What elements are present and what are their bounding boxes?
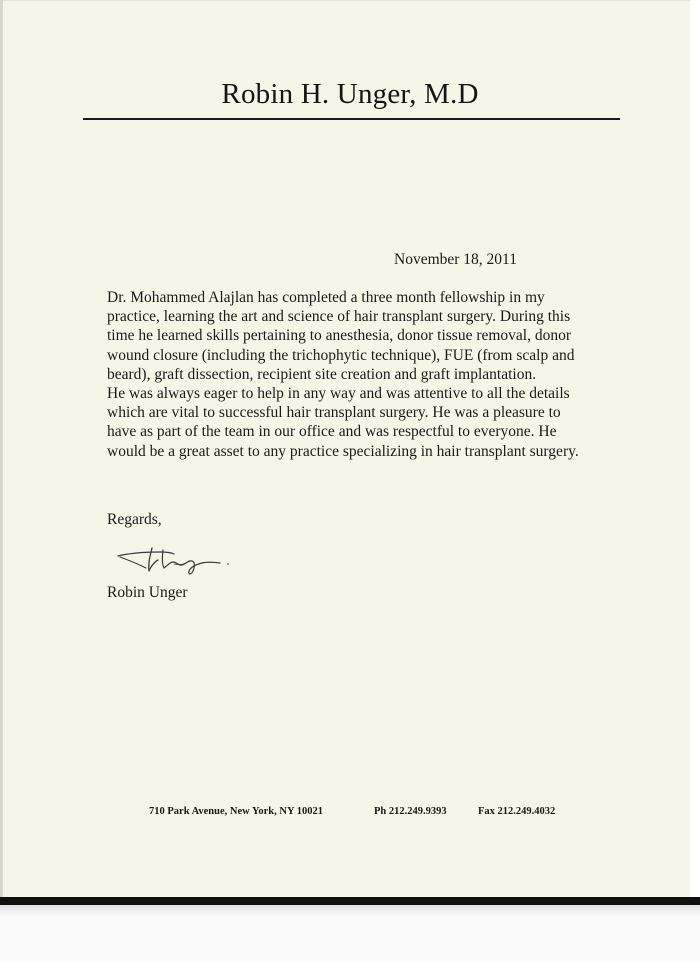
body-line: have as part of the team in our office and was respectful to everyone. He [107, 423, 557, 441]
body-line: would be a great asset to any practice specializing in hair transplant surgery. [107, 442, 579, 460]
body-line: wound closure (including the trichophytic technique), FUE (from scalp and [107, 346, 575, 364]
footer-phone: Ph 212.249.9393 [374, 806, 447, 817]
body-line: which are vital to successful hair transplant surgery. He was a pleasure to [107, 404, 561, 422]
footer-fax: Fax 212.249.4032 [478, 806, 556, 817]
scan-bottom-fade [0, 905, 700, 917]
body-line: He was always eager to help in any way and was attentive to all the details [107, 385, 570, 403]
body-line: Dr. Mohammed Alajlan has completed a three month fellowship in my [107, 289, 545, 306]
body-line: time he learned skills pertaining to anesthesia, donor tissue removal, donor [107, 327, 572, 345]
body-line: beard), graft dissection, recipient site creation and graft implantation. [107, 365, 537, 383]
signer-name: Robin Unger [107, 584, 188, 601]
letter-closing: Regards, [107, 511, 162, 528]
body-line: practice, learning the art and science of hair transplant surgery. During this [107, 308, 571, 326]
scan-bottom-shadow [0, 897, 700, 905]
scan-right-margin [690, 0, 700, 962]
letterhead-name: Robin H. Unger, M.D [221, 78, 479, 110]
letter-date: November 18, 2011 [394, 251, 517, 268]
letterhead-rule [83, 118, 620, 120]
footer-address: 710 Park Avenue, New York, NY 10021 [149, 806, 324, 817]
paper-left-edge [0, 0, 3, 899]
letter-body [107, 288, 627, 461]
signature-icon [116, 544, 246, 578]
